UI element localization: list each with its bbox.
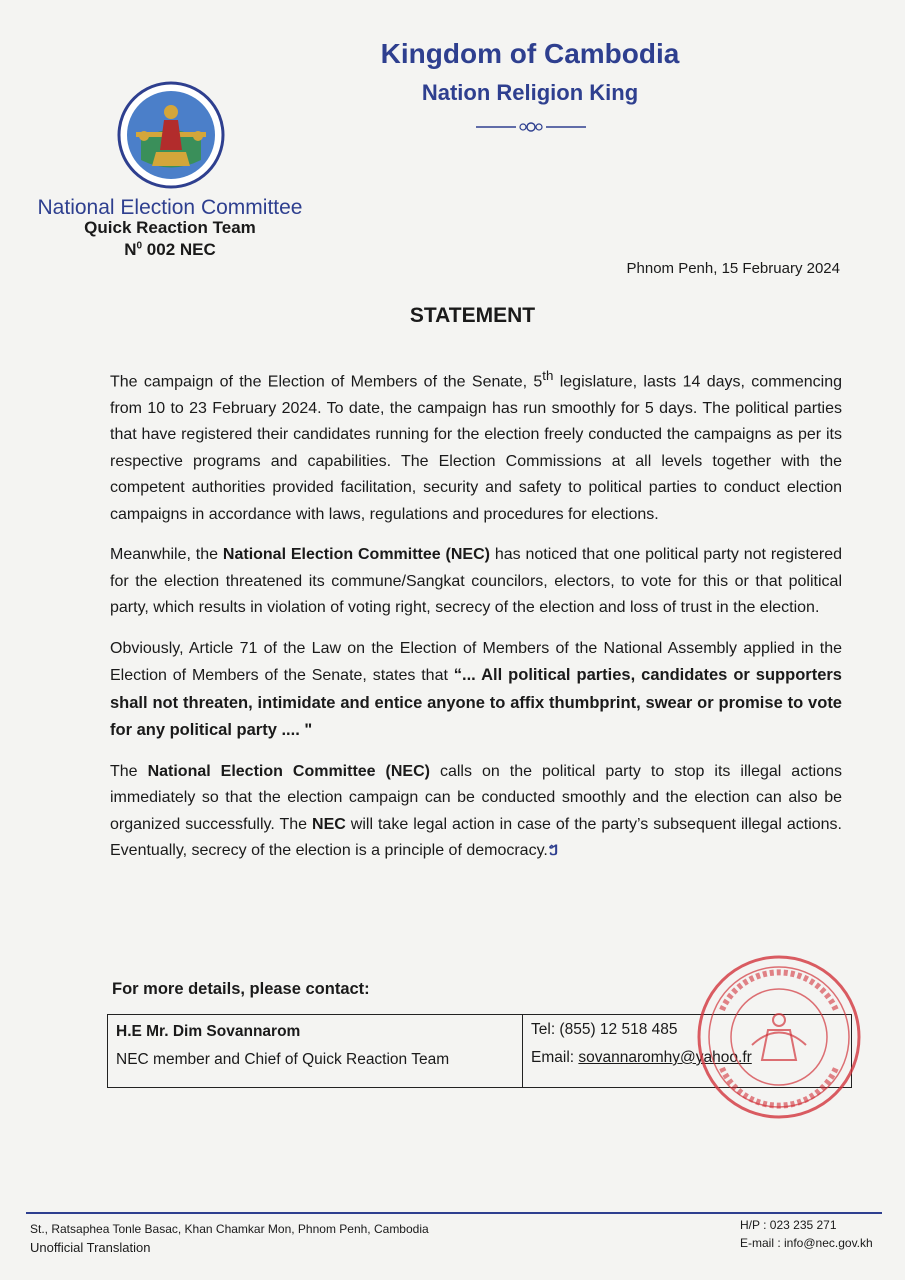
footer-address: St., Ratsaphea Tonle Basac, Khan Chamkar Mon, Phnom Penh, Cambodia [30,1222,429,1236]
footer-divider [26,1212,882,1214]
footer-phone: H/P : 023 235 271 [740,1218,837,1232]
unofficial-translation-label: Unofficial Translation [30,1240,151,1255]
contact-role: NEC member and Chief of Quick Reaction Team [116,1051,450,1068]
p1-sup: th [542,368,554,383]
email-label: Email: [531,1049,579,1066]
footer-email: E-mail : info@nec.gov.kh [740,1236,873,1250]
p3-text-a: Obviously, Article 71 of the Law on the Election of Members of the National Assembly applied in the Election of Members of the Senate, states that [110,639,842,685]
page-title: STATEMENT [409,304,536,327]
ref-number: 002 NEC [142,240,216,259]
ornament-divider-icon [476,120,586,134]
p4-bold-1: National Election Committee (NEC) [147,762,430,780]
contact-person-cell [108,1015,523,1088]
contact-heading: For more details, please contact: [112,980,370,998]
p4-bold-2: NEC [312,815,346,833]
p4-text-c: will take legal action in case of the party’s subsequent illegal actions. Eventually, secrecy of the election is a principle of democracy. [110,815,842,860]
paragraph-2 [110,542,842,622]
p4-text-a: The [110,762,148,780]
p2-bold: National Election Committee (NEC) [222,546,490,564]
motto-heading: Nation Religion King [421,80,639,105]
team-name: Quick Reaction Team [84,218,256,237]
email-link[interactable]: sovannaromhy@yahoo.fr [578,1049,752,1066]
contact-tel: Tel: (855) 12 518 485 [531,1021,678,1038]
p1-text-b: legislature, lasts 14 days, commencing from 10 to 23 February 2024. To date, the campaign has run smoothly for 5 days. The political parties that have registered their candidates running for the election freely conducted the campaigns as per its respective programs and capabilities. The Election Commissions at all levels together with the competent authorities provided facilitation, security and safety to political parties to conduct election campaigns in accordance with laws, regulations and procedures for elections. [110,373,842,523]
paragraph-1 [110,363,842,528]
p2-text-b: has noticed that one political party not registered for the election threatened its commune/Sangkat councilors, electors, to vote for this or that political party, which results in violation of voting right, secrecy of the election and loss of trust in the election. [110,546,843,617]
organization-name: National Election Committee [37,196,303,219]
kingdom-heading: Kingdom of Cambodia [380,38,680,69]
p1-text-a: The campaign of the Election of Members of the Senate, 5 [110,373,543,391]
paragraph-3 [110,636,842,745]
p3-quote: “... All political parties, candidates or supporters shall not threaten, intimidate and entice anyone to affix thumbprint, swear or promise to vote for any political party .... " [110,666,842,740]
dateline: Phnom Penh, 15 February 2024 [626,260,840,277]
ref-sup: 0 [136,240,143,252]
p4-text-b: calls on the political party to stop its illegal actions immediately so that the election campaign can be conducted smoothly and the election can also be organized successfully. The [110,762,842,833]
end-mark: ៗ [547,842,559,860]
reference-number [20,240,320,260]
contact-name: H.E Mr. Dim Sovannarom [116,1023,301,1040]
paragraph-4 [110,759,842,865]
nec-logo-icon [116,80,226,190]
official-stamp-icon [692,950,867,1125]
statement-body [110,363,842,879]
ref-prefix: N [124,240,137,259]
p2-text-a: Meanwhile, the [110,546,223,564]
